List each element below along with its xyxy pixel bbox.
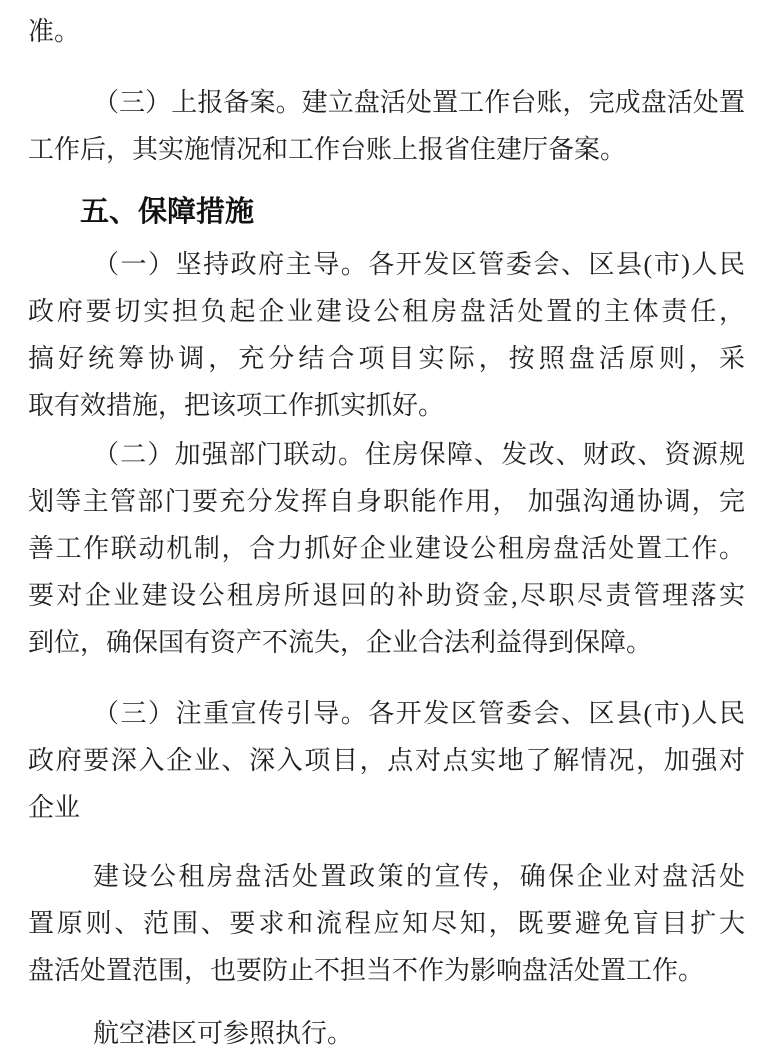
text-line: （三）上报备案。建立盘活处置工作台账，完成盘活处置 (93, 88, 745, 117)
text-line: 善工作联动机制，合力抓好企业建设公租房盘活处置工作。 (28, 534, 745, 563)
paragraph-department-coordination (28, 431, 745, 666)
paragraph-filing (28, 79, 745, 173)
text-line: （二）加强部门联动。住房保障、发改、财政、资源规 (93, 440, 745, 469)
text-line: 要对企业建设公租房所退回的补助资金,尽职尽责管理落实 (28, 581, 745, 610)
paragraph-policy-awareness (28, 853, 745, 994)
paragraph-government-leadership (28, 241, 745, 429)
text-line: 划等主管部门要充分发挥自身职能作用， 加强沟通协调，完 (28, 487, 745, 516)
text-line: 到位，确保国有资产不流失，企业合法利益得到保障。 (28, 628, 653, 657)
text-line: 置原则、范围、要求和流程应知尽知，既要避免盲目扩大 (28, 909, 745, 938)
paragraph-continuation (28, 8, 745, 55)
text-line: 企业 (28, 793, 81, 822)
text-line: 取有效措施，把该项工作抓实抓好。 (28, 391, 445, 420)
text-line: 建设公租房盘活处置政策的宣传，确保企业对盘活处 (93, 862, 745, 891)
section-heading: 五、保障措施 (80, 196, 255, 228)
text-line: 政府要深入企业、深入项目，点对点实地了解情况，加强对 (28, 746, 745, 775)
text-line: 工作后，其实施情况和工作台账上报省住建厅备案。 (28, 135, 627, 164)
text-line: 搞好统筹协调，充分结合项目实际，按照盘活原则，采 (28, 344, 745, 373)
text-line: （三）注重宣传引导。各开发区管委会、区县(市)人民 (93, 699, 745, 728)
paragraph-airport-zone (28, 1010, 745, 1057)
text-line: 盘活处置范围，也要防止不担当不作为影响盘活处置工作。 (28, 956, 705, 985)
text-line: 航空港区可参照执行。 (93, 1019, 354, 1048)
text-line: 政府要切实担负起企业建设公租房盘活处置的主体责任， (28, 297, 745, 326)
paragraph-publicity-guidance (28, 690, 745, 831)
text-line: 准。 (28, 17, 81, 46)
text-line: （一）坚持政府主导。各开发区管委会、区县(市)人民 (93, 250, 745, 279)
